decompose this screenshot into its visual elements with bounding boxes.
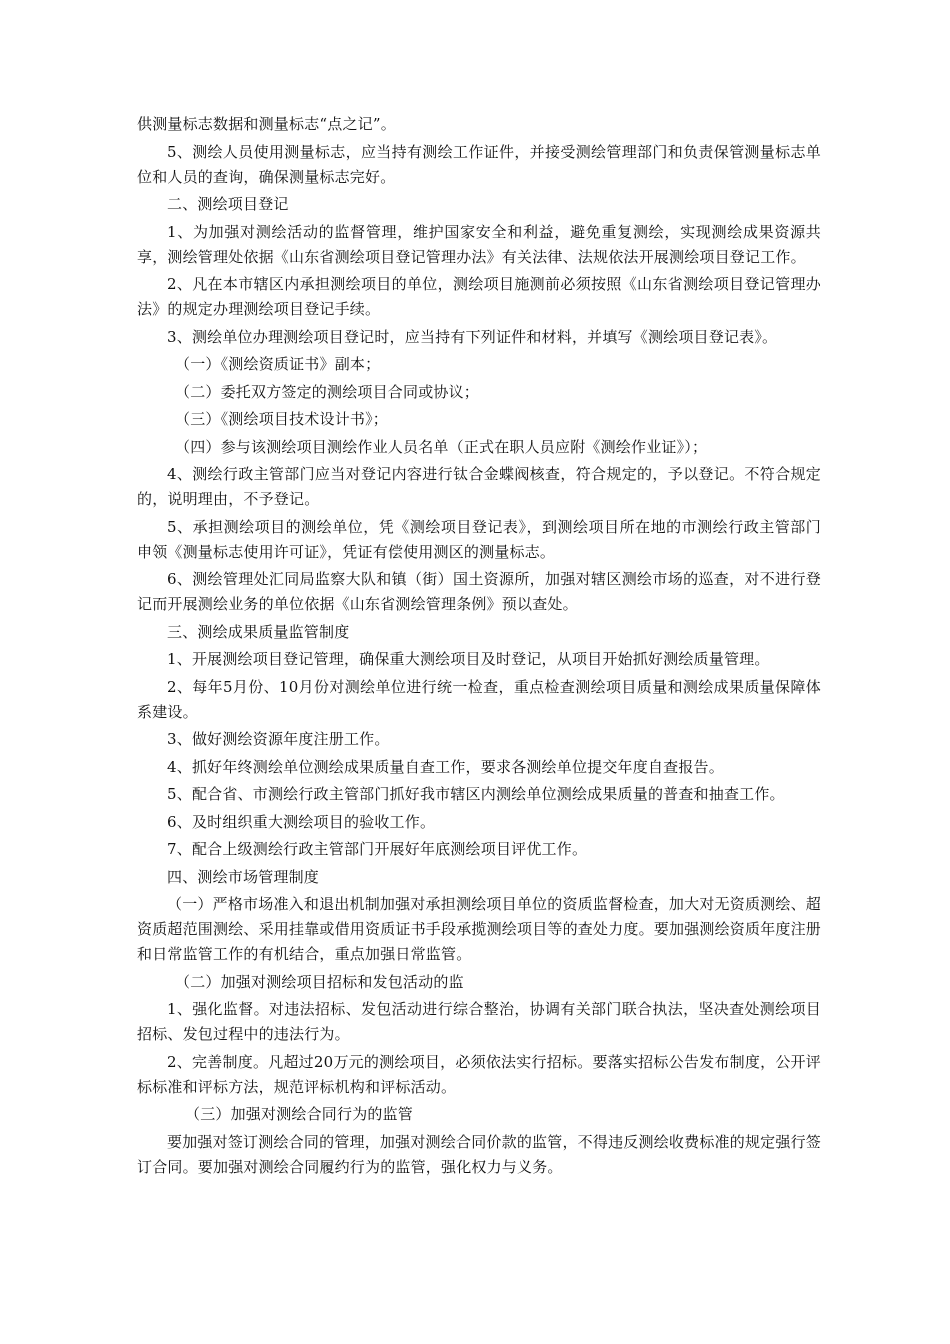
paragraph: 3、做好测绘资源年度注册工作。	[167, 730, 390, 748]
subsection-heading: （二）加强对测绘项目招标和发包活动的监	[175, 972, 464, 991]
paragraph: 6、及时组织重大测绘项目的验收工作。	[167, 812, 436, 831]
paragraph: 供测量标志数据和测量标志“点之记”。	[137, 115, 396, 133]
paragraph: 6、测绘管理处汇同局监察大队和镇（街）国土资源所，加强对辖区测绘市场的巡查，对不进行登记而开展测绘业务的单位依据《山东省测绘管理条例》预以查处。	[137, 570, 821, 613]
section-heading: 二、测绘项目登记	[167, 195, 289, 213]
list-item: （四）参与该测绘项目测绘作业人员名单（正式在职人员应附《测绘作业证》）；	[175, 437, 708, 456]
section-heading: 四、测绘市场管理制度	[167, 867, 320, 886]
list-item: （二）委托双方签定的测绘项目合同或协议；	[175, 382, 480, 401]
paragraph: 3、测绘单位办理测绘项目登记时，应当持有下列证件和材料，并填写《测绘项目登记表》。	[167, 327, 778, 346]
paragraph: 1、强化监督。对违法招标、发包活动进行综合整治，协调有关部门联合执法，坚决查处测绘项目招标、发包过程中的违法行为。	[137, 1000, 821, 1043]
paragraph: 5、测绘人员使用测量标志，应当持有测绘工作证件，并接受测绘管理部门和负责保管测量标志单位和人员的查询，确保测量标志完好。	[137, 142, 821, 186]
paragraph: （一）严格市场准入和退出机制加强对承担测绘项目单位的资质监督检查，加大对无资质测绘、超资质超范围测绘、采用挂靠或借用资质证书手段承揽测绘项目等的查处力度。要加强测绘资质年度注册和日常监管工作的有机结合，重点加强日常监管。	[137, 895, 822, 963]
paragraph: 7、配合上级测绘行政主管部门开展好年底测绘项目评优工作。	[167, 840, 588, 858]
list-item: （三）《测绘项目技术设计书》；	[175, 410, 389, 428]
paragraph: 1、为加强对测绘活动的监督管理，维护国家安全和利益，避免重复测绘，实现测绘成果资源共享，测绘管理处依据《山东省测绘项目登记管理办法》有关法律、法规依法开展测绘项目登记工作。	[137, 222, 821, 266]
paragraph: 5、承担测绘项目的测绘单位，凭《测绘项目登记表》，到测绘项目所在地的市测绘行政主管部门申领《测量标志使用许可证》，凭证有偿使用测区的测量标志。	[137, 517, 821, 561]
paragraph: 5、配合省、市测绘行政主管部门抓好我市辖区内测绘单位测绘成果质量的普查和抽查工作。	[167, 785, 785, 803]
paragraph: 4、测绘行政主管部门应当对登记内容进行钛合金蝶阀核查，符合规定的，予以登记。不符合规定的，说明理由，不予登记。	[137, 465, 821, 508]
document-body	[137, 112, 821, 1182]
paragraph: 2、完善制度。凡超过20万元的测绘项目，必须依法实行招标。要落实招标公告发布制度，公开评标标准和评标方法，规范评标机构和评标活动。	[137, 1052, 821, 1096]
paragraph: 1、开展测绘项目登记管理，确保重大测绘项目及时登记，从项目开始抓好测绘质量管理。	[167, 650, 770, 668]
paragraph: 2、凡在本市辖区内承担测绘项目的单位，测绘项目施测前必须按照《山东省测绘项目登记管理办法》的规定办理测绘项目登记手续。	[137, 275, 821, 318]
paragraph: 要加强对签订测绘合同的管理，加强对测绘合同价款的监管，不得违反测绘收费标准的规定强行签订合同。要加强对测绘合同履约行为的监管，强化权力与义务。	[137, 1132, 821, 1176]
section-heading: 三、测绘成果质量监管制度	[167, 622, 350, 641]
list-item: （一）《测绘资质证书》副本；	[175, 355, 381, 373]
paragraph: 4、抓好年终测绘单位测绘成果质量自查工作，要求各测绘单位提交年度自查报告。	[167, 757, 724, 776]
paragraph: 2、每年5月份、10月份对测绘单位进行统一检查，重点检查测绘项目质量和测绘成果质量保障体系建设。	[137, 677, 821, 721]
subsection-heading: （三）加强对测绘合同行为的监管	[185, 1105, 414, 1123]
